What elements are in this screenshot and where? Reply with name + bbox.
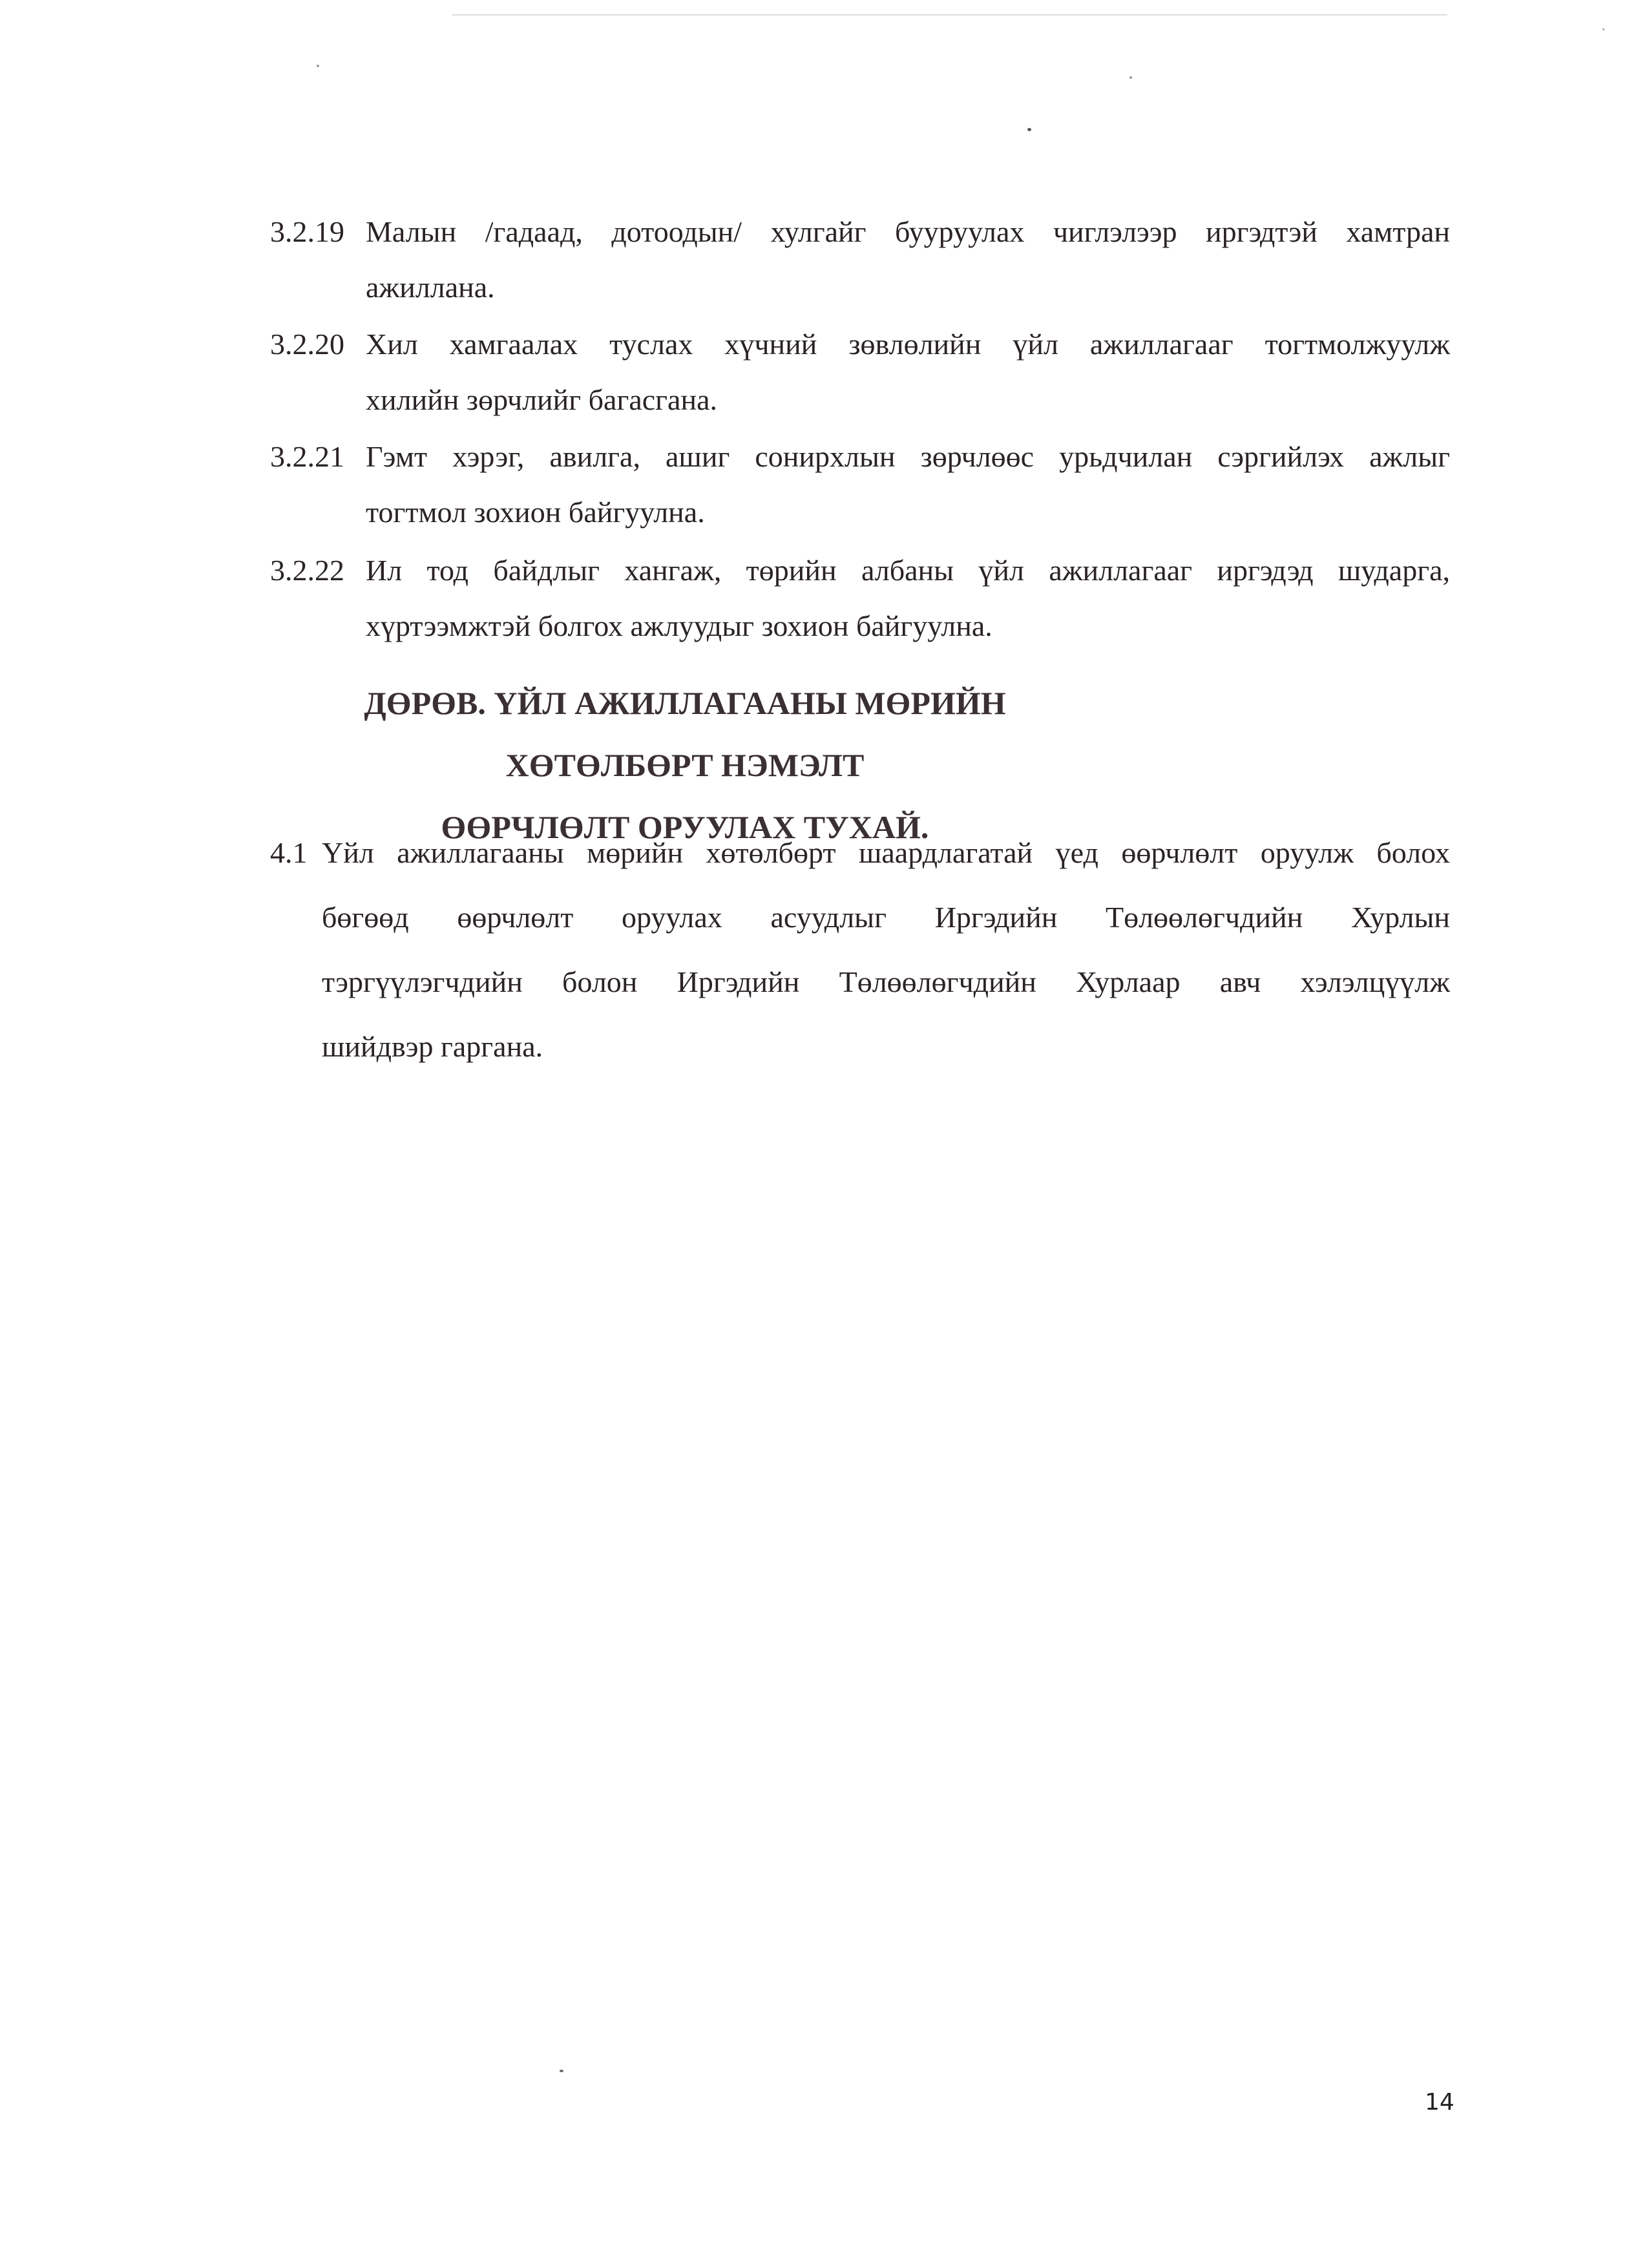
item-number: 3.2.20 [270,328,344,361]
section-heading-line: ДӨРӨВ. ҮЙЛ АЖИЛЛАГААНЫ МӨРИЙН ХӨТӨЛБӨРТ НЭМЭЛТ [364,685,1006,783]
scan-speck [1027,128,1031,131]
item-number: 3.2.21 [270,440,344,473]
scan-speck [560,2070,563,2072]
clause-4-1 [270,821,1450,1079]
clause-text-line: шийдвэр гаргана. [322,1030,543,1063]
scan-speck [1602,28,1604,30]
scan-speck [317,65,319,67]
item-text-line: ажиллана. [366,271,495,304]
item-number: 3.2.22 [270,554,344,587]
item-number: 3.2.19 [270,215,344,248]
clause-text-line: Үйл ажиллагааны мөрийн хөтөлбөрт шаардлагатай үед өөрчлөлт оруулж болох [322,836,1450,869]
page-number: 14 [1425,2089,1455,2116]
item-text-line: хилийн зөрчлийг багасгана. [366,383,717,416]
list-item-3-2-20 [270,317,1450,428]
item-text-line: Ил тод байдлыг хангаж, төрийн албаны үйл ажиллагааг иргэдэд шударга, [366,554,1450,587]
list-item-3-2-21 [270,429,1450,540]
item-text-line: Гэмт хэрэг, авилга, ашиг сонирхлын зөрчлөөс урьдчилан сэргийлэх ажлыг [366,440,1450,473]
clause-text-line: бөгөөд өөрчлөлт оруулах асуудлыг Иргэдийн Төлөөлөгчдийн Хурлын [322,901,1450,934]
item-text-line: хүртээмжтэй болгох ажлуудыг зохион байгуулна. [366,609,993,642]
clause-text-line: тэргүүлэгчдийн болон Иргэдийн Төлөөлөгчдийн Хурлаар авч хэлэлцүүлж [322,965,1450,998]
clause-number: 4.1 [270,836,308,869]
item-text-line: тогтмол зохион байгуулна. [366,496,705,529]
scan-speck [1129,76,1132,79]
item-text-line: Малын /гадаад, дотоодын/ хулгайг бууруулах чиглэлээр иргэдтэй хамтран [366,215,1450,248]
section-heading-line: ӨӨРЧЛӨЛТ ОРУУЛАХ ТУХАЙ. [441,809,929,845]
scan-edge-line [452,14,1447,16]
list-item-3-2-22 [270,543,1450,654]
list-item-3-2-19 [270,204,1450,315]
item-text-line: Хил хамгаалах туслах хүчний зөвлөлийн үйл ажиллагааг тогтмолжуулж [366,328,1450,361]
